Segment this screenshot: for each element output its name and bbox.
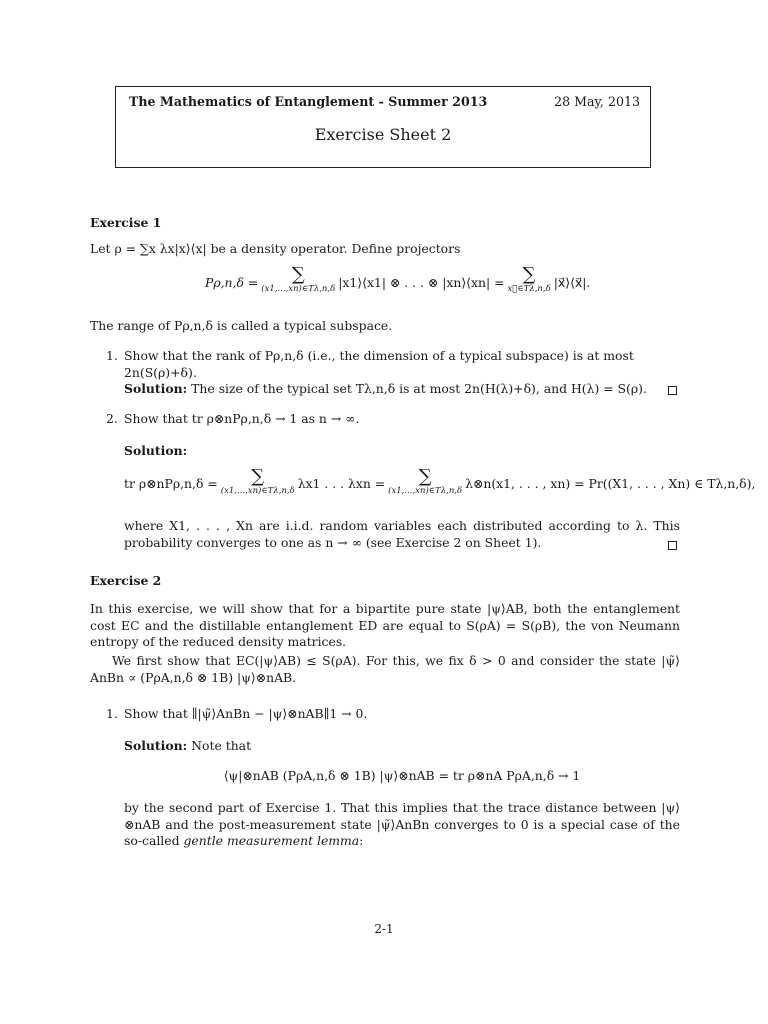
eq2-mid: λx1 . . . λxn = [297,476,386,491]
sum-symbol: ∑ (x1,...,xn)∈Tλ,n,δ [220,466,295,496]
exercise-2-first-show: We first show that EC(|ψ⟩AB) ≤ S(ρA). For this, we fix δ > 0 and consider the state |ψ̃⟩AnBn ∝ (PρA,n,δ ⊗ 1B) |ψ⟩⊗nAB. [90,653,680,685]
eq-rhs: |x⃗⟩⟨x⃗|. [553,275,591,290]
item-number: 2. [106,411,118,426]
qed-square-icon [668,386,677,395]
after-equation-text: by the second part of Exercise 1. That this implies that the trace distance between |ψ⟩⊗nAB and the post-measurement state |ψ̃⟩AnBn converges to 0 is a special case of the so-called [124,800,680,849]
solution-text: Note that [191,738,252,753]
eq-mid: |x1⟩⟨x1| ⊗ . . . ⊗ |xn⟩⟨xn| = [338,275,505,290]
sum-symbol: ∑ (x1,...,xn)∈Tλ,n,δ [388,466,463,496]
typical-subspace-text: The range of Pρ,n,δ is called a typical subspace. [90,318,393,333]
eq2-lhs: tr ρ⊗nPρ,n,δ = [124,476,218,491]
sheet-title: Exercise Sheet 2 [314,125,452,144]
course-title: The Mathematics of Entanglement - Summer 2013 [129,94,488,109]
ex2-item1-text: Show that ∥|ψ̃⟩AnBn − |ψ⟩⊗nAB∥1 → 0. [124,706,368,721]
sheet-date: 28 May, 2013 [554,94,640,109]
ex1-item2-text: Show that tr ρ⊗nPρ,n,δ → 1 as n → ∞. [124,411,360,426]
page-number: 2-1 [374,922,394,936]
header-box [115,86,651,168]
exercise-2-heading: Exercise 2 [90,573,162,588]
solution-label: Solution: [124,443,188,458]
sum-symbol: ∑ (x1,...,xn)∈Tλ,n,δ [261,264,336,294]
overlap-equation: ⟨ψ|⊗nAB (PρA,n,δ ⊗ 1B) |ψ⟩⊗nAB = tr ρ⊗nA PρA,n,δ → 1 [223,768,581,783]
trace-equation [124,468,755,496]
exercise-1-heading: Exercise 1 [90,215,162,230]
ex1-item2-where: where X1, . . . , Xn are i.i.d. random variables each distributed according to λ. This probability converges to one as n → ∞ (see Exercise 2 on Sheet 1). [124,518,680,550]
eq2-rhs: λ⊗n(x1, . . . , xn) = Pr((X1, . . . , Xn) ∈ Tλ,n,δ), [465,476,756,491]
item-number: 1. [106,348,118,363]
projector-equation [205,266,590,294]
qed-square-icon [668,541,677,550]
item-number: 1. [106,706,118,721]
exercise-2-intro: In this exercise, we will show that for a bipartite pure state |ψ⟩AB, both the entanglement cost EC and the distillable entanglement ED are equal to S(ρA) = S(ρB), the von Neumann entropy of the reduced density matrices. [90,601,680,650]
exercise-1-intro: Let ρ = ∑x λx|x⟩⟨x| be a density operator. Define projectors [90,241,461,256]
eq-lhs: Pρ,n,δ = [205,275,259,290]
ex1-item1-text: Show that the rank of Pρ,n,δ (i.e., the dimension of a typical subspace) is at most 2n(S(ρ)+δ). [124,348,634,380]
solution-label: Solution: [124,381,188,396]
solution-label: Solution: [124,738,188,753]
ex1-item1-solution [124,381,680,398]
ex2-item1-solution [124,738,680,755]
gentle-measurement-lemma: gentle measurement lemma [183,833,360,849]
colon: : [359,833,364,849]
solution-text: The size of the typical set Tλ,n,δ is at most 2n(H(λ)+δ), and H(λ) = S(ρ). [191,381,647,396]
sum-symbol: ∑ x⃗∈Tλ,n,δ [507,264,551,294]
ex2-after-equation [124,800,680,850]
